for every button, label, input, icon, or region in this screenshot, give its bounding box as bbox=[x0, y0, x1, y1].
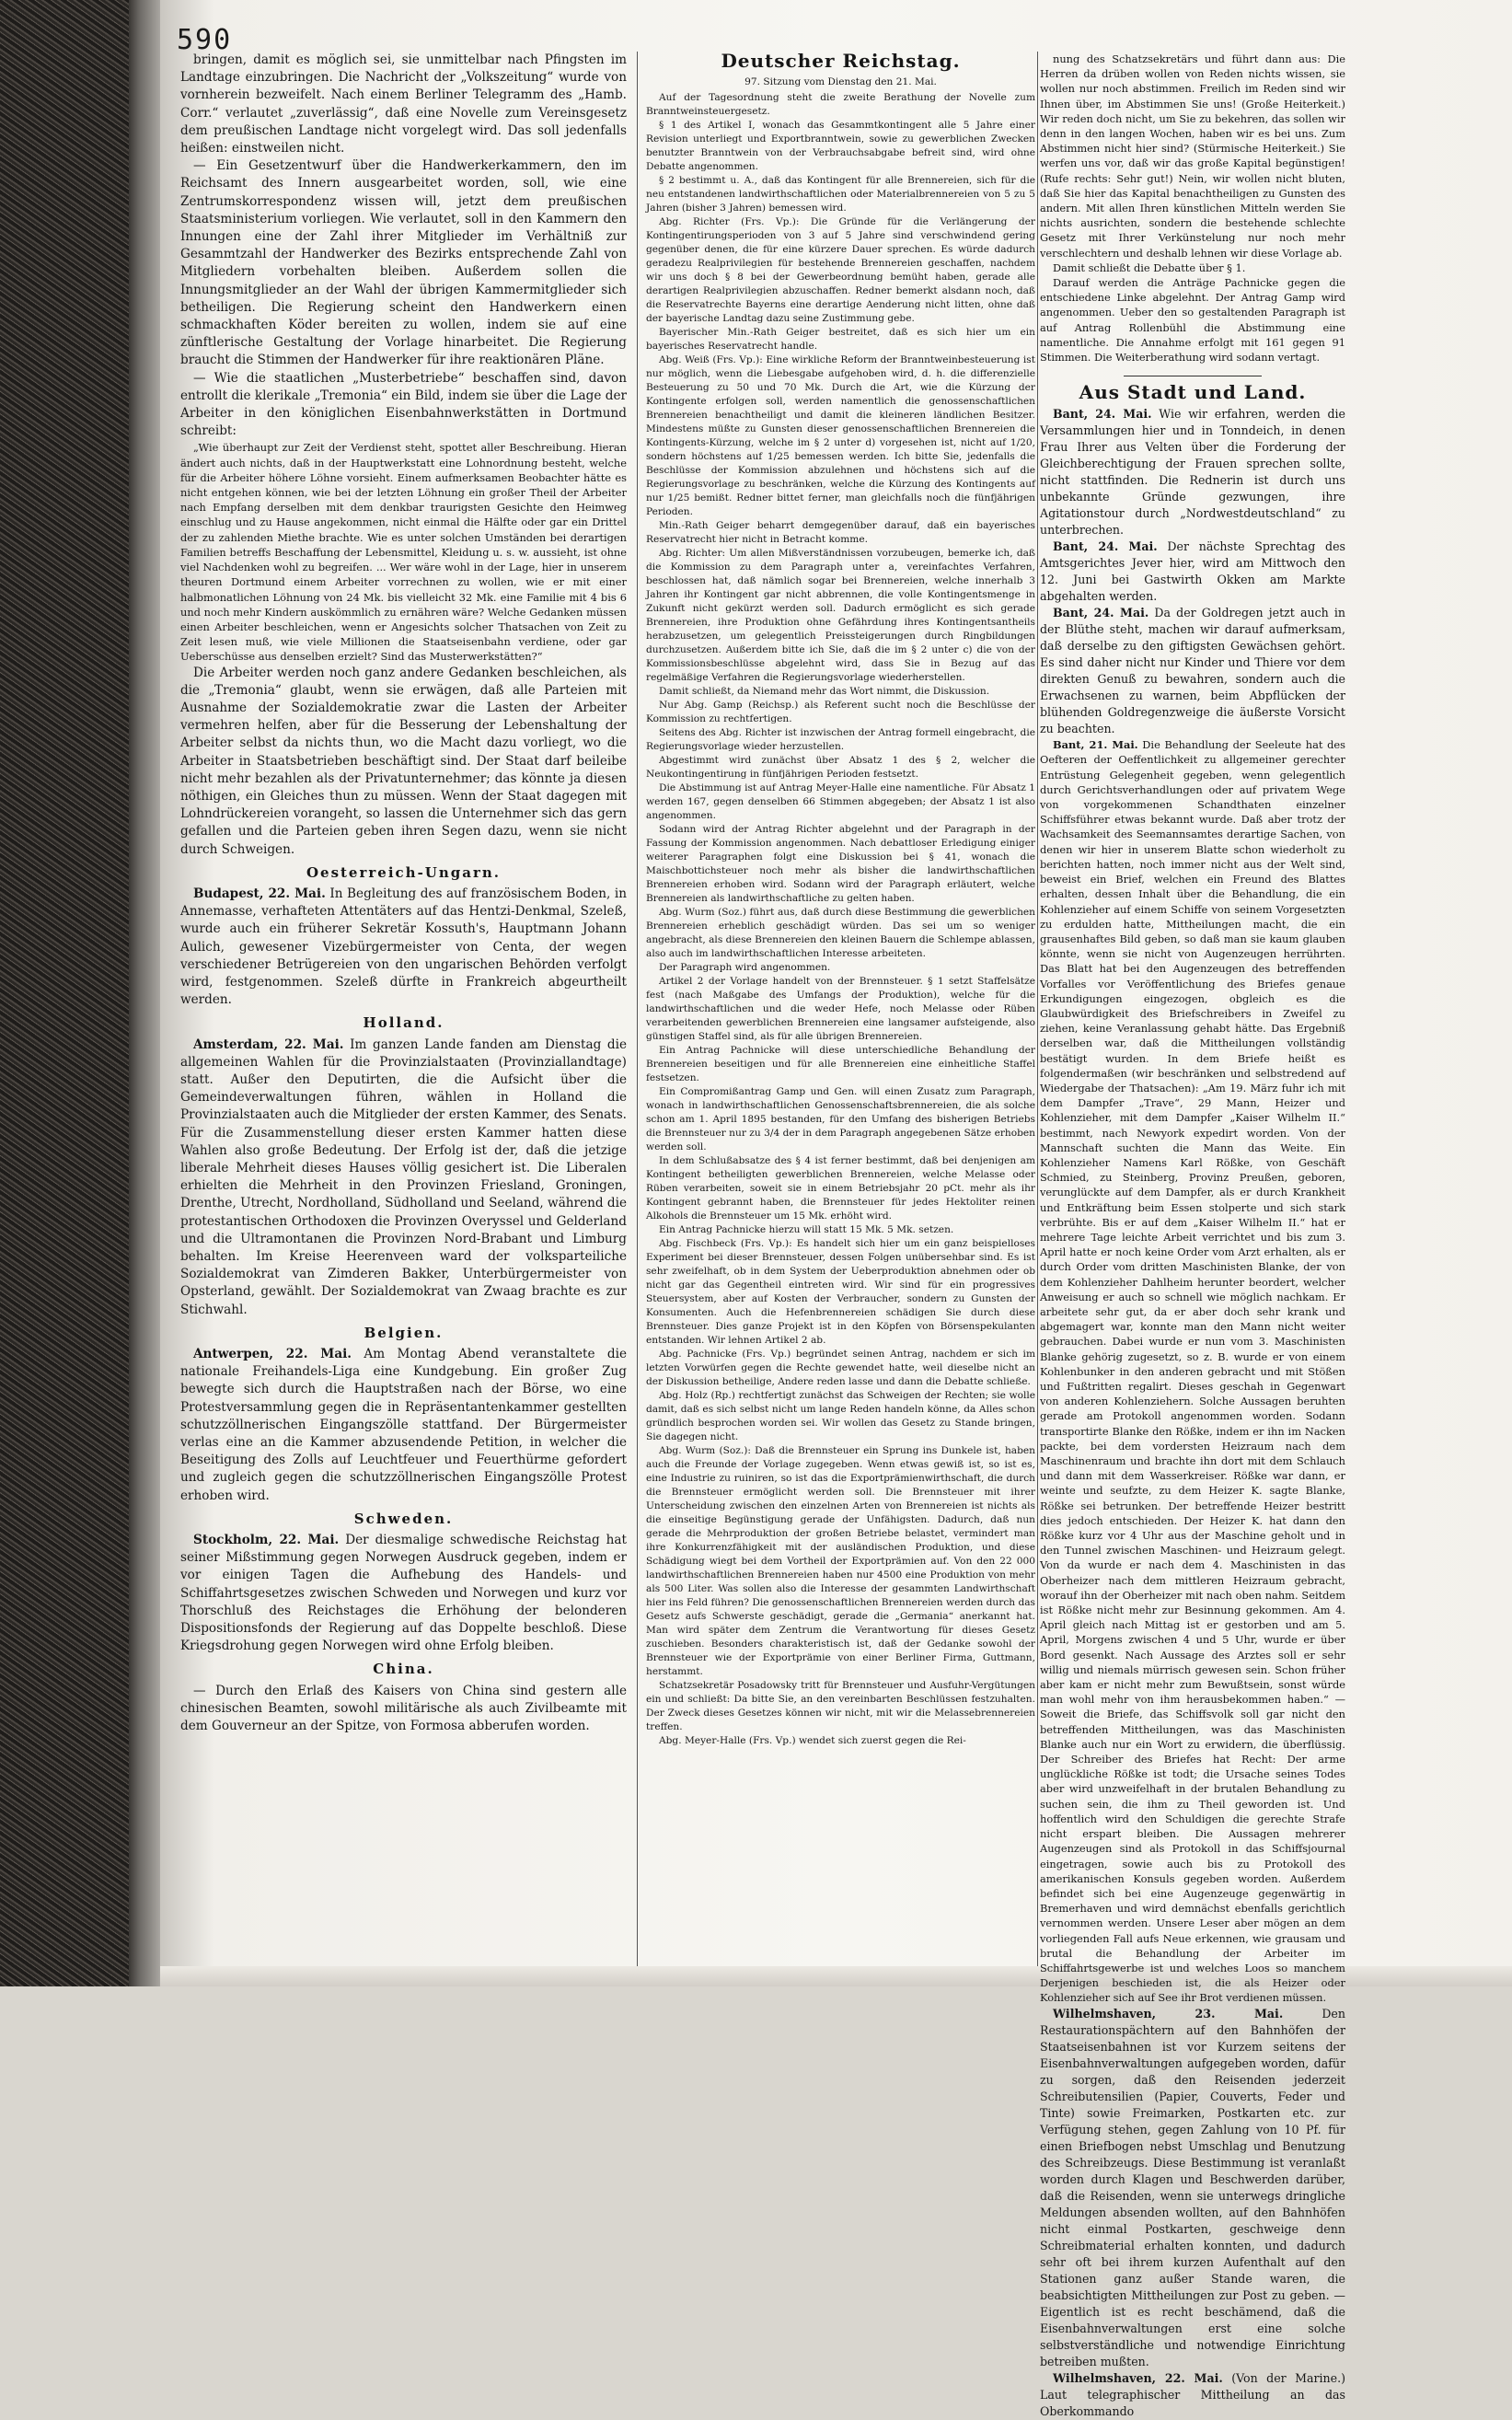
paragraph-text: Seitens des Abg. Richter ist inzwischen der Antrag formell eingebracht, die Regierungsvorlage wieder herzustellen. bbox=[646, 727, 1035, 752]
dateline: Wilhelmshaven, 23. Mai. bbox=[1053, 2006, 1284, 2021]
paragraph-text: In dem Schlußabsatze des § 4 ist ferner bestimmt, daß bei denjenigen am Kontingent betheiligten gewerblichen Brennereien, welche Melasse oder Rüben verarbeiten, soweit sie in einem Betriebsjahr 20 pCt. mehr als ihr Kontingent gebrannt haben, die Brennsteuer für jedes Hektoliter reinen Alkohols die Brennsteuer um 15 Mk. erhöht wird. bbox=[646, 1155, 1035, 1222]
paragraph-text: (Von der Marine.) Laut telegraphischer Mittheilung an das Oberkommando bbox=[1040, 2370, 1345, 2418]
paragraph-text: Damit schließt die Debatte über § 1. bbox=[1053, 261, 1246, 274]
article-paragraph bbox=[646, 1154, 1035, 1223]
paragraph-text: Am Montag Abend veranstaltete die nationale Freihandels-Liga eine Kundgebung. Ein großer Zug bewegte sich durch die Hauptstraßen nach der Börse, wo eine Protestversammlung gegen die in Repräsentantenkammer gestellten schutzzöllnerischen Eingangszölle stattfand. Der Bürgermeister verlas eine an die Kammer abzusendende Petition, in welcher die Beseitigung des Zolls auf Leuchtfeuer und Feuerthürme gefordert und zugleich gegen die schutzzöllnerischen Eingangszölle Protest erhoben wird. bbox=[180, 1347, 627, 1503]
paragraph-text: Schatzsekretär Posadowsky tritt für Brennsteuer und Ausfuhr-Vergütungen ein und schließt: Da bitte Sie, an den vereinbarten Beschlüssen festzuhalten. Der Zweck dieses Gesetzes können wir nicht, mit wir die Melassebrennereien treffen. bbox=[646, 1680, 1035, 1732]
paragraph-text: Darauf werden die Anträge Pachnicke gegen die entschiedene Linke abgelehnt. Der Antrag Gamp wird angenommen. Ueber den so gestaltenden Paragraph ist auf Antrag Rollenbühl die Abstimmung eine namentliche. Die Annahme erfolgt mit 161 gegen 91 Stimmen. Die Weiterberathung wird sodann vertagt. bbox=[1040, 276, 1345, 365]
dateline: Amsterdam, 22. Mai. bbox=[193, 1036, 344, 1052]
dateline: Antwerpen, 22. Mai. bbox=[193, 1347, 352, 1362]
paragraph-text: Abg. Wurm (Soz.) führt aus, daß durch diese Bestimmung die gewerblichen Brennereien erheblich geschädigt würden. Das sei um so weniger angebracht, als diese Brennereien den kleinen Bauern die Schlempe ablassen, also auch im landwirthschaftlichen Interesse arbeiteten. bbox=[646, 907, 1035, 959]
paragraph-text: Nur Abg. Gamp (Reichsp.) als Referent sucht noch die Beschlüsse der Kommission zu rechtfertigen. bbox=[646, 700, 1035, 724]
article-paragraph bbox=[646, 519, 1035, 547]
article-paragraph bbox=[646, 1348, 1035, 1389]
paragraph-text: In Begleitung des auf französischem Boden, in Annemasse, verhafteten Attentäters auf das Hentzi-Denkmal, Szeleß, wurde auch ein früherer Sekretär Kossuth's, Hauptmann Johann Aulich, gewesener Vizebürgermeister von Centa, der wegen verschiedener Betrügereien von den ungarischen Behörden verfolgt wird, festgenommen. Szeleß dürfte in Frankreich abgeurtheilt werden. bbox=[180, 886, 627, 1008]
article-paragraph bbox=[646, 823, 1035, 906]
paragraph-text: Abg. Richter: Um allen Mißverständnissen vorzubeugen, bemerke ich, daß die Kommission zu dem Paragraph unter a, vereinfachtes Verfahren, beschlossen hat, daß nämlich sogar bei Brennereien, welche innerhalb 3 Jahren ihr Kontingent gar nicht abbrennen, die volle Kontingentsmenge in Zukunft nicht gekürzt werden soll. Dadurch ermöglicht es sich gerade Brennereien, ihre Produktion ohne Gefährdung ihres Kontingentsantheils herabzusetzen, um gelegentlich Preissteigerungen durch Ringbildungen durchzusetzen. Außerdem bitte ich Sie, daß die im § 2 unter c) die von der Kommissionsbeschlüsse abgelehnt wird, dass Sie in Bezug auf das regelmäßige Verfahren die Regierungsvorlage wiederherstellen. bbox=[646, 548, 1035, 683]
dateline: Wilhelmshaven, 22. Mai. bbox=[1053, 2370, 1223, 2385]
article-paragraph bbox=[646, 91, 1035, 119]
paragraph-text: Wie wir erfahren, werden die Versammlungen hier und in Tonndeich, in denen Frau Ihrer aus Velten über die Forderung der Gleichberechtigung der Frauen sprechen sollte, nicht stattfinden. Die Rednerin ist durch uns unbekannte Gründe gezwungen, ihre Agitationstour durch „Nordwestdeutschland“ zu unterbrechen. bbox=[1040, 407, 1345, 538]
paragraph-text: Damit schließt, da Niemand mehr das Wort nimmt, die Diskussion. bbox=[659, 686, 990, 697]
paragraph-text: Abgestimmt wird zunächst über Absatz 1 des § 2, welcher die Neukontingentirung in fünfjährigen Perioden festsetzt. bbox=[646, 755, 1035, 780]
paragraph-text: Den Restaurationspächtern auf den Bahnhöfen der Staatseisenbahnen ist vor Kurzem seitens der Eisenbahnverwaltungen aufgegeben worden, dafür zu sorgen, daß den Reisenden jederzeit Schreibutensilien (Papier, Couverts, Feder und Tinte) sowie Freimarken, Postkarten etc. zur Verfügung stehen, gegen Zahlung von 10 Pf. für einen Briefbogen nebst Umschlag und Benutzung des Schreibzeugs. Diese Bestimmung ist veranlaßt worden durch Klagen und Beschwerden darüber, daß die Reisenden, wenn sie unterwegs dringliche Meldungen absenden wollten, auf den Bahnhöfen nicht einmal Postkarten, geschweige denn Schreibmaterial erhalten konnten, und dadurch sehr oft bei ihrem kurzen Aufenthalt auf den Stationen ganz außer Stande waren, die beabsichtigten Mittheilungen zur Post zu geben. — Eigentlich ist es recht beschämend, daß die Eisenbahnverwaltungen erst eine solche selbstverständliche und notwendige Einrichtung betreiben mußten. bbox=[1040, 2006, 1345, 2368]
paragraph-text: Die Behandlung der Seeleute hat des Oefteren der Oeffentlichkeit zu allgemeiner gerechter Entrüstung Gelegenheit gegeben, wenn gelegentlich durch Gerichtsverhandlungen oder auf privatem Wege von vorgekommenen Schandthaten einzelner Schiffsführer etwas bekannt wurde. Daß aber trotz der Wachsamkeit des Seemannsamtes derartige Sachen, von denen wir hier in unserem Blatte schon wiederholt zu berichten hatten, noch immer nicht aus der Welt sind, beweist ein Brief, welchen ein Freund des Blattes erhalten, dessen Inhalt über die Behandlung, die ein Kohlenzieher auf einem Schiffe von seinem Vorgesetzten zu erdulden hatte, Mittheilungen macht, die ein grausenhaftes Bild geben, so daß man sie kaum glauben könnte, wenn sie nicht von Augenzeugen herrührten. Das Blatt hat bei den Augenzeugen des betreffenden Vorfalles vor Veröffentlichung des Briefes genaue Erkundigungen eingezogen, obgleich es die Glaubwürdigkeit des Briefschreibers in Zweifel zu ziehen, keine Veranlassung gehabt hätte. Das Ergebniß derselben war, daß die Mittheilungen vollständig bestätigt wurden. In dem Briefe heißt es folgendermaßen (wir beschränken und selbstredend auf Wiedergabe der Thatsachen): „Am 19. März fuhr ich mit dem Dampfer „Trave“, 29 Mann, Heizer und Kohlenzieher, mit dem Dampfer „Kaiser Wilhelm II.“ bestimmt, nach Newyork expedirt worden. Von der Mannschaft suchten die Mann das Weite. Ein Kohlenzieher Namens Karl Rößke, von Geschäft Schmied, zu Steinberg, Provinz Preußen, geboren, verunglückte auf dem Dampfer, als er durch Krankheit und Entkräftung beim Essen stolperte und sich stark verbrühte. Bis er auf dem „Kaiser Wilhelm II.“ hat er mehrere Tage leichte Arbeit verrichtet und bis zum 3. April hatte er noch keine Order vom Arzt erhalten, als er durch Order vom dritten Maschinisten Blanke, der von dem Kohlenzieher Dahlheim herunter beordert, welcher Anweisung er auch so schnell wie möglich nachkam. Er arbeitete sehr gut, da er aber doch sehr krank und abgemagert war, konnte man den Mann nicht weiter gebrauchen. Dabei wurde er nun vom 3. Maschinisten Blanke gehörig zugesetzt, so z. B. wurde er von einem Kohlenbunker in den anderen gebracht und mit Stößen und Fußtritten regalirt. Dieses geschah in Gegenwart von anderen Kohlenziehern. Solche Aussagen beruhten gerade am Protokoll angenommen worden. Sodann transportirte Blanke den Rößke, indem er ihn im Nacken packte, bei dem vordersten Heizraum nach dem Maschinenraum und brachte ihn dort mit dem Schlauch und dann mit dem Wasserkreiser. Rößke war dann, er weinte und seufzte, zu dem Heizer K. sagte Blanke, Rößke sei betrunken. Der betreffende Heizer bestritt dies jedoch entschieden. Der Heizer K. hat dann den Rößke kurz vor 4 Uhr aus der Maschine geholt und in den Tunnel zwischen Maschinen- und Heizraum gelegt. Von da wurde er nach dem 4. Maschinisten in das Oberheizer nach dem mittleren Heizraum gebracht, worauf ihn der Oberheizer mit nach oben nahm. Seitdem ist Rößke nicht mehr zur Besinnung gekommen. Am 4. April gleich nach Mittag ist er gestorben und am 5. April, Morgens zwischen 4 und 5 Uhr, wurde er über Bord gesenkt. Nach Aussage des Arztes soll er sehr willig und niemals mürrisch gewesen sein. Schon früher aber kam er nicht mehr zum Bewußtsein, sonst würde man wohl mehr von ihm herausbekommen haben.“ — Soweit die Briefe, das Schiffsvolk soll gar nicht den betreffenden Mittheilungen, was das Maschinisten Blanke auch nur ein Wort zu erwidern, die überflüssig. Der Schreiber des Briefes hat Recht: Der arme unglückliche Rößke ist todt; die Ursache seines Todes aber wird unzweifelhaft in der brutalen Behandlung zu suchen sein, die ihm zu Theil geworden ist. Und hoffentlich wird den Schuldigen die gerechte Strafe nicht erspart bleiben. Die Aussagen mehrerer Augenzeugen sind als Protokoll in das Schiffsjournal eingetragen, sowie auch bis zu Protokoll des amerikanischen Konsuls gegeben worden. Außerdem befindet sich bei eine Augenzeuge gegenwärtig in Bremerhaven und wird demnächst ebenfalls gerichtlich vernommen werden. Unsere Leser aber mögen an dem vorliegenden Fall aufs Neue erkennen, wie grausam und brutal die Behandlung der Arbeiter im Schiffahrtsgewerbe ist und welches Loos so manchem Derjenigen beschieden ist, die als Heizer oder Kohlenzieher sich auf See ihr Brot verdienen müssen. bbox=[1040, 738, 1345, 2005]
paragraph-text: nung des Schatzsekretärs und führt dann aus: Die Herren da drüben wollen von Reden nichts wissen, sie wollen nur noch abstimmen. Freilich im Reden sind wir Ihnen über, im Abstimmen Sie uns! (Große Heiterkeit.) Wir reden doch nicht, um Sie zu bekehren, das sollen wir denn in den langen Wochen, haben wir es bei uns. Zum Abstimmen nicht hier sind? (Stürmische Heiterkeit.) Sie werfen uns vor, daß wir das große Kapital begünstigen! (Rufe rechts: Sehr gut!) Nein, wir wollen nicht bluten, daß Sie hier das Kapital benachtheiligen zu Gunsten des andern. Mit allen Ihren künstlichen Mitteln werden Sie nichts ausrichten, sondern die bestehende schlechte Gesetz mit Ihrer Verkünstelung nur noch mehr verschlechtern und deshalb lehnen wir diese Vorlage ab. bbox=[1040, 52, 1345, 260]
paragraph-text: Da der Goldregen jetzt auch in der Blüthe steht, machen wir darauf aufmerksam, daß derselbe zu den giftigsten Gewächsen gehört. Es sind daher nicht nur Kinder und Thiere vor dem direkten Genuß zu bewahren, sondern auch die Erwachsenen zu warnen, beim Abpflücken der blühenden Goldregenzweige die äußerste Vorsicht zu beachten. bbox=[1040, 606, 1345, 736]
article-paragraph bbox=[646, 782, 1035, 823]
article-paragraph bbox=[1040, 275, 1345, 365]
article-paragraph bbox=[646, 685, 1035, 699]
dateline: Bant, 21. Mai. bbox=[1053, 738, 1138, 752]
article-paragraph bbox=[646, 215, 1035, 326]
article-paragraph bbox=[646, 975, 1035, 1044]
paragraph-text: Artikel 2 der Vorlage handelt von der Brennsteuer. § 1 setzt Staffelsätze fest (nach Maßgabe des Umfangs der Produktion), welche für die landwirthschaftlichen und die weder Hefe, noch Melasse oder Rüben verarbeitenden gewerblichen Brennereien eine langsamer aufsteigende, also günstigen Staffel sind, als für alle übrigen Brennereien. bbox=[646, 976, 1035, 1042]
paragraph-text: Der diesmalige schwedische Reichstag hat seiner Mißstimmung gegen Norwegen Ausdruck gegeben, indem er vor einigen Tagen die Aufhebung des Handels- und Schiffahrtsgesetzes zwischen Schweden und Norwegen und kurz vor Thorschluß des Reichstages die Erhöhung der belonderen Dispositionsfonds der Regierung auf das Doppelte beschloß. Diese Kriegsdrohung gegen Norwegen wird ohne Erfolg bleiben. bbox=[180, 1533, 627, 1654]
article-paragraph bbox=[180, 1683, 627, 1736]
dateline: Stockholm, 22. Mai. bbox=[193, 1533, 340, 1548]
binding-edge-shadow bbox=[129, 0, 160, 1986]
dateline: Bant, 24. Mai. bbox=[1053, 407, 1152, 422]
article-paragraph bbox=[1040, 52, 1345, 261]
paragraph-text: Der Paragraph wird angenommen. bbox=[659, 962, 831, 973]
article-paragraph bbox=[1040, 737, 1345, 2005]
paragraph-text: Bayerischer Min.-Rath Geiger bestreitet, daß es sich hier um ein bayerisches Reservatrecht handle. bbox=[646, 327, 1035, 352]
paragraph-text: Abg. Fischbeck (Frs. Vp.): Es handelt sich hier um ein ganz beispielloses Experiment bei dieser Brennsteuer, dessen Folgen unübersehbar sind. Es ist sehr zweifelhaft, ob in dem System der Ueberproduktion abnehmen oder ob nicht gar das Gegentheil eintreten wird. Wir sind für ein progressives Steuersystem, aber auf Kosten der Verbraucher, sondern zu Gunsten der Konsumenten. Auch die Hefenbrennereien schädigen Sie durch diese Brennsteuer. Dies ganze Projekt ist in den Köpfen von Börsenspekulanten entstanden. Wir lehnen Artikel 2 ab. bbox=[646, 1238, 1035, 1346]
column-right bbox=[1040, 52, 1345, 2418]
article-paragraph bbox=[646, 353, 1035, 519]
article-paragraph bbox=[180, 1036, 627, 1319]
paragraph-text: Ein Compromißantrag Gamp und Gen. will einen Zusatz zum Paragraph, wonach in landwirthschaftlichen Genossenschaftsbrennereien, die als solche schon am 1. April 1895 bestanden, für den Umfang des bisherigen Betriebs die Brennsteuer nur zu 3/4 der in dem Paragraph angegebenen Sätze erhoben werden soll. bbox=[646, 1086, 1035, 1152]
paragraph-text: Die Arbeiter werden noch ganz andere Gedanken beschleichen, als die „Tremonia“ glaubt, wenn sie erwägen, daß alle Parteien mit Ausnahme der Sozialdemokratie zwar die Lasten der Arbeiter vermehren helfen, aber für die Besserung der Lebenshaltung der Arbeiter selbst da nichts thun, wo die Macht dazu vorliegt, wo die Arbeiter in Staatsbetrieben beschäftigt sind. Der Staat darf beileibe nicht mehr bezahlen als der Privatunternehmer; das könnte ja diesen nöthigen, ein Gleiches thun zu müssen. Wenn der Staat dagegen mit Lohndrückereien vorangeht, so lassen die Unternehmer sich das gern gefallen und die Parteien geben ihren Segen dazu, wenn sie nicht durch Schweigen. bbox=[180, 665, 627, 857]
article-paragraph bbox=[1040, 406, 1345, 538]
article-paragraph bbox=[1040, 538, 1345, 605]
paragraph-text: Der nächste Sprechtag des Amtsgerichtes Jever hier, wird am Mittwoch den 12. Juni bei Gastwirth Okken am Markte abgehalten werden. bbox=[1040, 539, 1345, 604]
paragraph-text: Ein Antrag Pachnicke hierzu will statt 15 Mk. 5 Mk. setzen. bbox=[659, 1224, 954, 1235]
paragraph-text: Auf der Tagesordnung steht die zweite Berathung der Novelle zum Branntweinsteuergesetz. bbox=[646, 92, 1035, 117]
section-heading: Deutscher Reichstag. bbox=[721, 50, 961, 72]
section-heading: Oesterreich-Ungarn. bbox=[306, 863, 502, 881]
article-paragraph bbox=[646, 1679, 1035, 1734]
article-paragraph bbox=[646, 1223, 1035, 1237]
column-middle bbox=[646, 52, 1035, 1966]
article-paragraph bbox=[180, 157, 627, 369]
article-paragraph bbox=[646, 1044, 1035, 1085]
paragraph-text: — Wie die staatlichen „Musterbetriebe“ beschaffen sind, davon entrollt die klerikale „Tremonia“ ein Bild, indem sie über die Lage der Arbeiter in den königlichen Eisenbahnwerkstätten in Dortmund schreibt: bbox=[180, 370, 627, 439]
paragraph-text: „Wie überhaupt zur Zeit der Verdienst steht, spottet aller Beschreibung. Hieran ändert auch nichts, daß in der Hauptwerkstatt eine Lohnordnung besteht, welche für die Arbeiter höhere Löhne vorsieht. Einem aufmerksamen Beobachter hätte es nicht entgehen können, wie bei der letzten Löhnung ein großer Theil der Arbeiter nach Empfang derselben mit dem denkbar traurigsten Gesichte den Heimweg einschlug und zu Hause angekommen, nicht einmal die Hälfte oder gar ein Drittel der zu zahlenden Miethe brachte. Wie es unter solchen Umständen bei derartigen Familien betreffs Beschaffung der Lebensmittel, Kleidung u. s. w. aussieht, ist ohne viel Nachdenken wohl zu begreifen. ... Wer wäre wohl in der Lage, hier in unserem theuren Dortmund einem Arbeiter vorrechnen zu wollen, wie er mit einer halbmonatlichen Löhnung von 24 Mk. bis vielleicht 32 Mk. eine Familie mit 4 bis 6 und noch mehr Kindern auskömmlich zu ernähren wäre? Welche Gedanken müssen einen Arbeiter beschleichen, wenn er Angesichts solcher Thatsachen von Zeit zu Zeit lesen muß, wie viele Millionen die Staatseisenbahn verdiene, oder gar Ueberschüsse aus denselben erzielt? Sind das Musterwerkstätten?“ bbox=[180, 441, 627, 664]
column-rule-2 bbox=[1037, 52, 1038, 1966]
article-paragraph bbox=[646, 1734, 1035, 1748]
article-paragraph bbox=[646, 174, 1035, 215]
paragraph-text: Min.-Rath Geiger beharrt demgegenüber darauf, daß ein bayerisches Reservatrecht hier nicht in Betracht komme. bbox=[646, 520, 1035, 545]
paragraph-text: bringen, damit es möglich sei, sie unmittelbar nach Pfingsten im Landtage einzubringen. Die Nachricht der „Volkszeitung“ wurde von vornherein bezweifelt. Nach einem Berliner Telegramm des „Hamb. Corr.“ verlautet „zuverlässig“, daß eine Novelle zum Vereinsgesetz dem preußischen Landtage nicht vorgelegt wird. Das soll jedenfalls heißen: einstweilen nicht. bbox=[180, 52, 627, 156]
article-paragraph bbox=[646, 961, 1035, 975]
paragraph-text: Abg. Meyer-Halle (Frs. Vp.) wendet sich zuerst gegen die Rei- bbox=[659, 1735, 966, 1746]
article-paragraph bbox=[646, 1085, 1035, 1154]
paragraph-text: Abg. Weiß (Frs. Vp.): Eine wirkliche Reform der Branntweinbesteuerung ist nur möglich, wenn die Liebesgabe aufgehoben wird, d. h. die differenzielle Besteuerung zu 50 und 70 Mk. Durch die Art, wie die Kürzung der Kontingente erfolgen soll, werden namentlich die genossenschaftlichen Brennereien benachtheiligt und damit die kleineren ländlichen Besitzer. Mindestens müßte zu Gunsten dieser genossenschaftlichen Brennereien die Kontingents-Kürzung, welche im § 2 unter d) vorgesehen ist, nicht auf 1/20, sondern höchstens auf 1/25 bemessen werden. Ich bitte Sie, jedenfalls die Beschlüsse der Kommission abzulehnen und höchstens sich auf die Regierungsvorlage zu beschränken, welche die Kürzung des Kontingents auf nur 1/25 bemißt. Redner bittet ferner, man gleichfalls noch die fünfjährigen Perioden. bbox=[646, 354, 1035, 517]
article-paragraph bbox=[646, 1444, 1035, 1679]
paragraph-text: — Durch den Erlaß des Kaisers von China sind gestern alle chinesischen Beamten, sowohl militärische als auch Zivilbeamte mit dem Gouverneur an der Spitze, von Formosa abberufen worden. bbox=[180, 1683, 627, 1734]
article-paragraph bbox=[646, 547, 1035, 685]
paragraph-text: Ein Antrag Pachnicke will diese unterschiedliche Behandlung der Brennereien beseitigen und für alle Brennereien eine einheitliche Staffel festsetzen. bbox=[646, 1045, 1035, 1083]
page-number: 590 bbox=[177, 24, 233, 56]
article-paragraph bbox=[646, 906, 1035, 961]
article-paragraph bbox=[180, 1532, 627, 1655]
session-subheading: 97. Sitzung vom Dienstag den 21. Mai. bbox=[744, 75, 937, 87]
paragraph-text: Im ganzen Lande fanden am Dienstag die allgemeinen Wahlen für die Provinzialstaaten (Provinziallandtage) statt. Außer den Deputirten, die die Aufsicht über die Gemeindeverwaltungen führen, wählen in Holland die Provinzialstaaten auch die Mitglieder der ersten Kammer, des Senats. Für die Zusammenstellung dieser ersten Kammer hatten diese Wahlen also große Bedeutung. Der Erfolg ist der, daß die jetzige liberale Mehrheit dieses Hauses völlig gesichert ist. Die Liberalen erhielten die Mehrheit in den Provinzen Friesland, Groningen, Drenthe, Utrecht, Nordholland, Südholland und Seeland, während die protestantischen Orthodoxen die Provinzen Overyssel und Gelderland und die Ultramontanen die Provinzen Nord-Brabant und Limburg behalten. Im Kreise Heerenveen ward der volksparteiliche Sozialdemokrat van Zimderen Bakker, Unterbürgermeister von Opsterland, gewählt. Der Sozialdemokrat van Zwaag brachte es zur Stichwahl. bbox=[180, 1036, 627, 1317]
article-paragraph bbox=[1040, 2370, 1345, 2420]
article-paragraph bbox=[646, 726, 1035, 754]
article-paragraph bbox=[180, 370, 627, 441]
column-rule-1 bbox=[637, 52, 638, 1966]
article-paragraph bbox=[180, 886, 627, 1009]
dateline: Bant, 24. Mai. bbox=[1053, 606, 1149, 620]
article-paragraph bbox=[180, 52, 627, 157]
section-heading: Schweden. bbox=[353, 1510, 454, 1527]
article-paragraph bbox=[180, 440, 627, 664]
dateline: Budapest, 22. Mai. bbox=[193, 886, 326, 901]
section-heading: China. bbox=[373, 1661, 434, 1678]
article-paragraph bbox=[646, 1389, 1035, 1444]
article-paragraph bbox=[1040, 2006, 1345, 2370]
article-paragraph bbox=[646, 119, 1035, 174]
article-paragraph bbox=[1040, 605, 1345, 737]
paragraph-text: Abg. Holz (Rp.) rechtfertigt zunächst das Schweigen der Rechten; sie wolle damit, daß es sich selbst nicht um lange Reden handeln könne, da Alles schon gründlich besprochen worden sei. Wir wollen das Gesetz zu Stande bringen, Sie dagegen nicht. bbox=[646, 1390, 1035, 1442]
article-paragraph bbox=[180, 665, 627, 859]
paragraph-text: Abg. Richter (Frs. Vp.): Die Gründe für die Verlängerung der Kontingentirungsperioden von 3 auf 5 Jahre sind verschwindend gering gegenüber denen, die für eine kürzere Dauer sprechen. Es würde dadurch geradezu Realprivilegien für bestehende Brennereien geschaffen, nachdem wir uns doch § 8 bei der Gewerbeordnung bemüht haben, gerade alle derartigen Realprivilegien abzuschaffen. Redner bemerkt alsdann noch, daß die Reservatrechte Bayerns eine derartige Aenderung nicht litten, ohne daß der bayerische Landtag dazu seine Zustimmung gebe. bbox=[646, 216, 1035, 324]
section-heading: Aus Stadt und Land. bbox=[1079, 381, 1307, 404]
dateline: Bant, 24. Mai. bbox=[1053, 539, 1158, 554]
article-paragraph bbox=[646, 326, 1035, 353]
paragraph-text: § 2 bestimmt u. A., daß das Kontingent für alle Brennereien, sich für die neu entstandenen landwirthschaftlichen oder Materialbrennereien von 5 zu 5 Jahren (bisher 3 Jahren) bemessen wird. bbox=[646, 175, 1035, 214]
article-paragraph bbox=[180, 1346, 627, 1505]
article-paragraph bbox=[1040, 261, 1345, 275]
article-paragraph bbox=[646, 754, 1035, 782]
paragraph-text: — Ein Gesetzentwurf über die Handwerkerkammern, den im Reichsamt des Innern ausgearbeitet worden, soll, wie eine Zentrumskorrespondenz wissen will, jetzt dem preußischen Staatsministerium vorliegen. Wie verlautet, soll in den Kammern den Innungen eine der Zahl ihrer Mitglieder im Verhältniß zur Gesammtzahl der Handwerker des Bezirks entsprechende Zahl von Mitgliedern vorbehalten bleiben. Außerdem sollen die Innungsmitglieder an der Wahl der übrigen Kammermitglieder sich betheiligen. Die Regierung scheint den Handwerkern einen schmackhaften Köder bereiten zu wollen, indem sie auf eine zünftlerische Gestaltung der Vorlage hinarbeitet. Die Regierung braucht die Stimmen der Handwerker für ihre reaktionären Pläne. bbox=[180, 158, 627, 368]
paragraph-text: § 1 des Artikel I, wonach das Gesammtkontingent alle 5 Jahre einer Revision unterliegt und Exportbranntwein, sowie zu gewerblichen Zwecken benutzter Branntwein von der Verbrauchsabgabe befreit sind, wird ohne Debatte angenommen. bbox=[646, 120, 1035, 172]
section-heading: Holland. bbox=[363, 1014, 444, 1032]
paragraph-text: Abg. Pachnicke (Frs. Vp.) begründet seinen Antrag, nachdem er sich im letzten Vorwürfen gegen die Rechte gewendet hatte, weil dieselbe nicht an der Diskussion betheilige, Andere reden lasse und dann die Debatte schließe. bbox=[646, 1349, 1035, 1387]
book-binding bbox=[0, 0, 129, 1986]
section-heading: Belgien. bbox=[364, 1324, 444, 1341]
paragraph-text: Sodann wird der Antrag Richter abgelehnt und der Paragraph in der Fassung der Kommission angenommen. Nach debattloser Erledigung einiger weiterer Paragraphen folgt eine Diskussion bei § 41, wonach die Maischbottichsteuer noch mehr als bisher die landwirthschaftlichen Brennereien erhoben wird. Sodann wird der Paragraph erläutert, welche Brennereien als landwirthschaftliche zu gelten haben. bbox=[646, 824, 1035, 904]
paragraph-text: Abg. Wurm (Soz.): Daß die Brennsteuer ein Sprung ins Dunkele ist, haben auch die Freunde der Vorlage zugegeben. Wenn etwas gewiß ist, so ist es, eine Industrie zu ruiniren, so ist das die Exportprämienwirthschaft, die durch die Brennsteuer ermöglicht werden soll. Die Brennsteuer mit ihrer Unterscheidung zwischen den einzelnen Arten von Brennereien ist nichts als die einseitige Begünstigung gerade der Unfähigsten. Dadurch, daß nun gerade die Mehrproduktion der großen Betriebe belastet, vermindert man ihre Konkurrenzfähigkeit mit der ausländischen Produktion, und diese Schädigung wiegt bei dem Vortheil der Exportprämien auf. Von den 22 000 landwirthschaftlichen Brennereien haben nur 4500 eine Produktion von mehr als 500 Liter. Was sollen also die Interesse der gesammten Landwirthschaft hier ins Feld führen? Die genossenschaftlichen Brennereien werden durch das Gesetz aufs Schwerste geschädigt, gerade die „Germania“ anerkannt hat. Man wird später dem Zentrum die Verantwortung für dieses Gesetz zuschieben. Besonders charakteristisch ist, daß der Gedanke sowohl der Brennsteuer wie der Exportprämie von einer Berliner Firma, Guttmann, herstammt. bbox=[646, 1445, 1035, 1677]
paragraph-text: Die Abstimmung ist auf Antrag Meyer-Halle eine namentliche. Für Absatz 1 werden 167, gegen denselben 66 Stimmen abgegeben; der Absatz 1 ist also angenommen. bbox=[646, 782, 1035, 821]
column-left bbox=[180, 52, 627, 1966]
article-paragraph bbox=[646, 1237, 1035, 1348]
article-paragraph bbox=[646, 699, 1035, 726]
